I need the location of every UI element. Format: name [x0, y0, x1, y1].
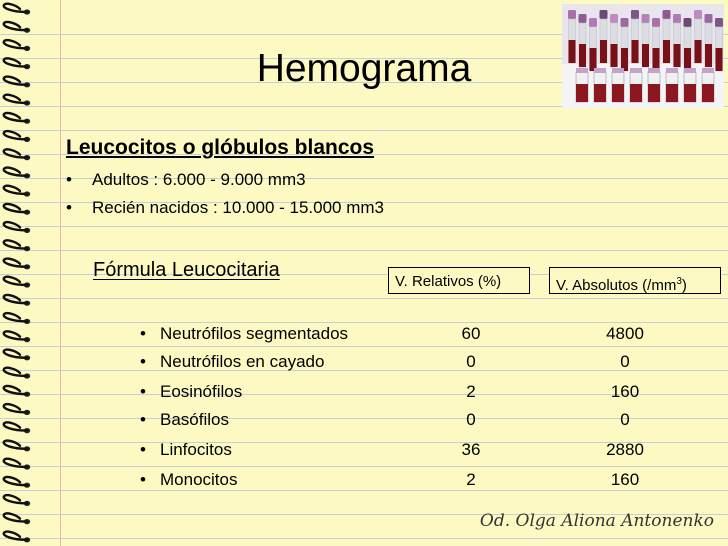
- tube-blood: [579, 44, 586, 67]
- cell-absolute: 4800: [606, 324, 644, 343]
- binding-ring: [4, 131, 27, 139]
- tube-cap: [694, 10, 702, 19]
- header-absolute-values: [549, 267, 721, 294]
- tube-blood: [716, 48, 723, 71]
- front-tube-blood: [630, 84, 642, 102]
- tube-blood: [590, 48, 597, 71]
- binding-ring: [4, 113, 27, 121]
- bullet: •: [140, 324, 146, 343]
- binding-ring: [4, 386, 27, 394]
- author-signature: Od. Olga Aliona Antonenko: [479, 511, 714, 531]
- cell-name-text: Eosinófilos: [160, 382, 243, 401]
- tube-blood: [663, 40, 670, 63]
- header-relative-values: V. Relativos (%): [388, 267, 530, 294]
- front-tube-cap: [630, 68, 642, 73]
- cell-relative: 2: [466, 470, 476, 489]
- tube-cap: [579, 14, 587, 23]
- tube-cap: [652, 18, 660, 27]
- tube-cap: [631, 10, 639, 19]
- bullet: •: [140, 410, 146, 429]
- binding-ring: [4, 477, 27, 485]
- tube-blood: [632, 40, 639, 63]
- front-tube-cap: [576, 68, 588, 73]
- tube-blood: [611, 44, 618, 67]
- cell-name-text: Neutrófilos en cayado: [160, 352, 325, 371]
- front-tube-cap: [648, 68, 660, 73]
- binding-ring: [4, 404, 27, 412]
- tube-cap: [642, 14, 650, 23]
- bullet: •: [66, 198, 72, 217]
- tube-cap: [568, 10, 576, 19]
- binding-ring: [4, 4, 27, 12]
- front-tube-blood: [648, 84, 660, 102]
- page-title: Hemograma: [256, 47, 472, 90]
- cell-name-text: Monocitos: [160, 470, 238, 489]
- tube-blood: [695, 40, 702, 63]
- section-subtitle: Leucocitos o glóbulos blancos: [66, 136, 375, 159]
- binding-ring: [4, 441, 27, 449]
- binding-ring: [4, 240, 27, 248]
- tube-cap: [610, 14, 618, 23]
- range-item-newborns: [66, 198, 384, 218]
- cell-relative: 36: [461, 440, 481, 459]
- cell-relative: 2: [466, 382, 476, 401]
- tube-blood: [653, 48, 660, 71]
- front-tube-blood: [666, 84, 678, 102]
- front-tube-blood: [684, 84, 696, 102]
- binding-ring: [4, 532, 27, 540]
- tube-blood: [569, 40, 576, 63]
- front-tube-cap: [702, 68, 714, 73]
- tube-blood: [684, 48, 691, 71]
- binding-ring: [4, 350, 27, 358]
- binding-ring: [4, 186, 27, 194]
- cell-relative: 0: [466, 410, 476, 429]
- bullet: •: [140, 352, 146, 371]
- front-tube-blood: [612, 84, 624, 102]
- formula-title: Fórmula Leucocitaria: [93, 259, 280, 281]
- tube-cap: [589, 18, 597, 27]
- front-tube-blood: [702, 84, 714, 102]
- tube-cap: [663, 10, 671, 19]
- tube-blood: [621, 48, 628, 71]
- header-absolute-close: ): [681, 277, 687, 294]
- cell-absolute: 0: [620, 352, 630, 371]
- header-absolute-superscript: 3: [676, 276, 682, 287]
- cell-name-text: Neutrófilos segmentados: [160, 324, 349, 343]
- tube-cap: [684, 18, 692, 27]
- cell-relative: 60: [461, 324, 481, 343]
- cell-name: [140, 410, 229, 430]
- binding-ring: [4, 331, 27, 339]
- cell-absolute: 0: [620, 410, 630, 429]
- cell-name: [140, 324, 348, 344]
- cell-name-text: Basófilos: [160, 410, 229, 429]
- binding-ring: [4, 495, 27, 503]
- header-absolute-text: V. Absolutos (/mm: [556, 277, 677, 294]
- blood-sample-tubes-image: [562, 4, 724, 108]
- front-tube-cap: [684, 68, 696, 73]
- tube-blood: [600, 40, 607, 63]
- tube-cap: [705, 14, 713, 23]
- tube-cap: [600, 10, 608, 19]
- cell-name: [140, 440, 232, 460]
- cell-absolute: 160: [610, 382, 640, 401]
- bullet: •: [66, 170, 72, 189]
- bullet: •: [140, 470, 146, 489]
- binding-ring: [4, 368, 27, 376]
- cell-name: [140, 382, 242, 402]
- range-text: Adultos : 6.000 - 9.000 mm3: [92, 170, 306, 189]
- binding-ring: [4, 204, 27, 212]
- tube-blood: [674, 44, 681, 67]
- binding-ring: [4, 422, 27, 430]
- binding-ring: [4, 22, 27, 30]
- front-tube-blood: [576, 84, 588, 102]
- bullet: •: [140, 382, 146, 401]
- binding-ring: [4, 313, 27, 321]
- binding-ring: [4, 222, 27, 230]
- tube-blood: [705, 44, 712, 67]
- binding-ring: [4, 459, 27, 467]
- binding-ring: [4, 259, 27, 267]
- range-item-adults: [66, 170, 306, 190]
- binding-ring: [4, 513, 27, 521]
- binding-ring: [4, 95, 27, 103]
- front-tube-cap: [612, 68, 624, 73]
- cell-relative: 0: [466, 352, 476, 371]
- binding-ring: [4, 149, 27, 157]
- bullet: •: [140, 440, 146, 459]
- cell-absolute: 160: [610, 470, 640, 489]
- cell-absolute: 2880: [606, 440, 644, 459]
- front-tube-blood: [594, 84, 606, 102]
- front-tube-cap: [666, 68, 678, 73]
- binding-ring: [4, 277, 27, 285]
- tube-cap: [715, 18, 723, 27]
- cell-name-text: Linfocitos: [160, 440, 232, 459]
- cell-name: [140, 470, 237, 490]
- tube-blood: [642, 44, 649, 67]
- tube-cap: [673, 14, 681, 23]
- tube-cap: [621, 18, 629, 27]
- binding-ring: [4, 295, 27, 303]
- front-tube-cap: [594, 68, 606, 73]
- cell-name: [140, 352, 324, 372]
- binding-ring: [4, 168, 27, 176]
- range-text: Recién nacidos : 10.000 - 15.000 mm3: [92, 198, 385, 217]
